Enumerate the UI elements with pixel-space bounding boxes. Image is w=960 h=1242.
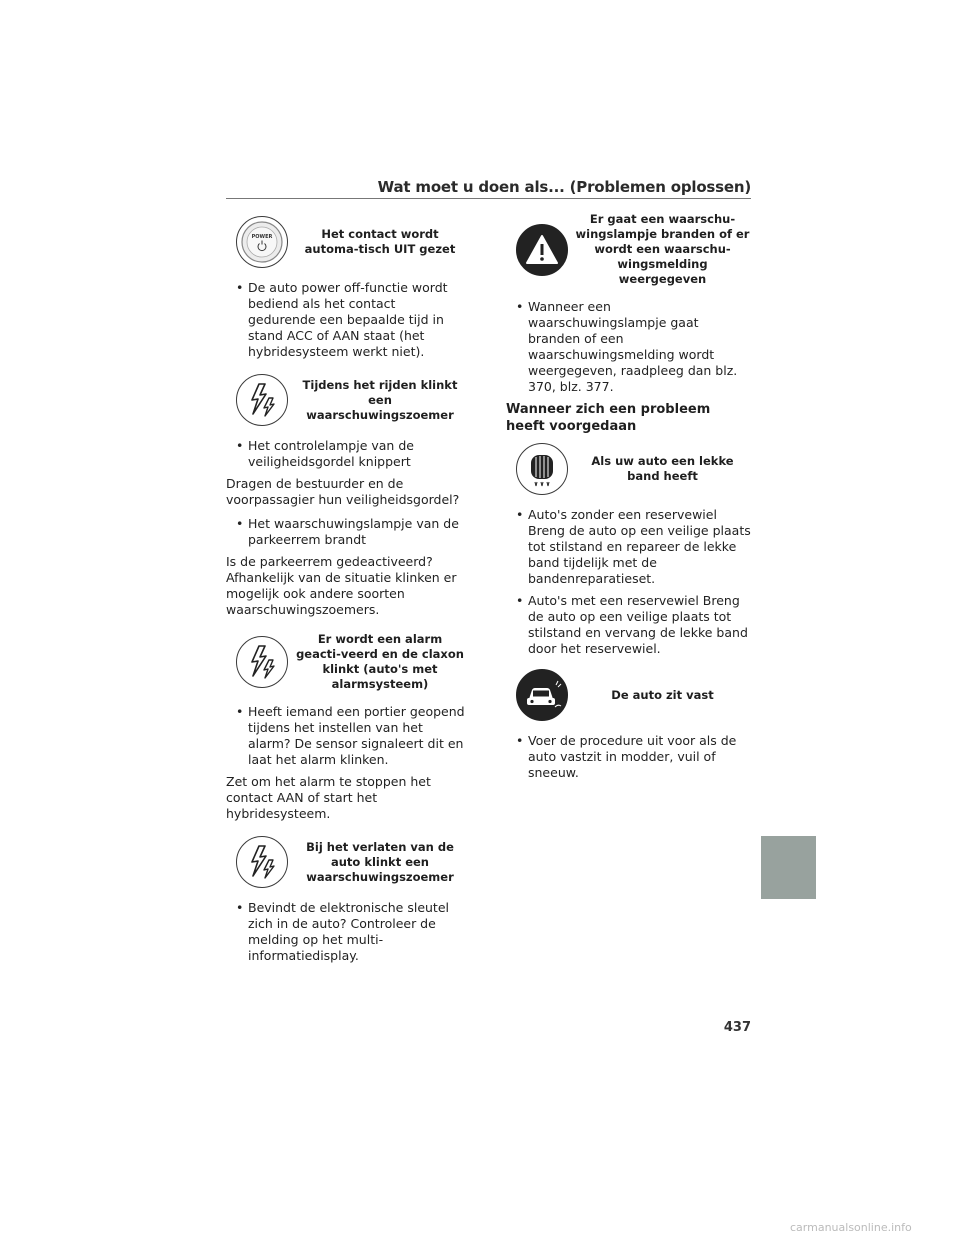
- section-driving-buzzer: [226, 374, 466, 426]
- header-divider: [226, 198, 751, 199]
- alarm-buzzer-icon: [236, 636, 288, 688]
- left-column: [226, 210, 466, 970]
- warning-triangle-icon: [516, 224, 568, 276]
- flat-tire-icon: [516, 443, 568, 495]
- section-title: Als uw auto een lekke band heeft: [591, 454, 734, 483]
- section-title: Er gaat een waarschu-wingslampje branden of er wordt een waarschu-wingsmelding weergegeven: [575, 212, 750, 286]
- section-auto-power-off: [226, 216, 466, 268]
- paragraph: Zet om het alarm te stoppen het contact AAN of start het hybridesysteem.: [226, 774, 431, 821]
- bullet-item: • Bevindt de elektronische sleutel zich in de auto? Controleer de melding op het multi-informatiedisplay.: [226, 900, 466, 964]
- warning-buzzer-icon: [236, 374, 288, 426]
- exit-buzzer-icon: [236, 836, 288, 888]
- bullet-item: • Auto's zonder een reservewiel Breng de auto op een veilige plaats tot stilstand en repareer de lekke band tijdelijk met de bandenreparatieset.: [506, 507, 751, 587]
- bullet-item: • Auto's met een reservewiel Breng de auto op een veilige plaats tot stilstand en vervang de lekke band door het reservewiel.: [506, 593, 751, 657]
- section-warning-light: [506, 212, 751, 287]
- section-alarm: [226, 632, 466, 692]
- section-title: Bij het verlaten van de auto klinkt een waarschuwingszoemer: [306, 839, 454, 884]
- power-label: POWER: [251, 234, 273, 240]
- bullet-item: • Het controlelampje van de veiligheidsgordel knippert: [226, 438, 466, 470]
- section-flat-tire: [506, 443, 751, 495]
- section-title: De auto zit vast: [611, 687, 714, 702]
- watermark: carmanualsonline.info: [790, 1221, 912, 1234]
- bullet-item: • Het waarschuwingslampje van de parkeerrem brandt: [226, 516, 466, 548]
- power-button-icon: [236, 216, 288, 268]
- section-title: Er wordt een alarm geacti-veerd en de claxon klinkt (auto's met alarmsysteem): [296, 632, 464, 691]
- bullet-item: • Wanneer een waarschuwingslampje gaat branden of een waarschuwingsmelding wordt weergegeven, raadpleeg dan blz. 370, blz. 377.: [506, 299, 751, 395]
- section-exit-buzzer: [226, 836, 466, 888]
- section-stuck-car: [506, 669, 751, 721]
- stuck-car-icon: [516, 669, 568, 721]
- chapter-side-tab: [761, 836, 816, 899]
- paragraph: Is de parkeerrem gedeactiveerd? Afhankelijk van de situatie klinken er mogelijk ook andere soorten waarschuwingszoemers.: [226, 554, 457, 617]
- subheading: Wanneer zich een probleem heeft voorgedaan: [506, 402, 711, 434]
- bullet-item: • De auto power off-functie wordt bediend als het contact gedurende een bepaalde tijd in stand ACC of AAN staat (het hybridesysteem werkt niet).: [226, 280, 466, 360]
- page-header: Wat moet u doen als... (Problemen oplossen): [377, 178, 751, 196]
- bullet-item: • Heeft iemand een portier geopend tijdens het instellen van het alarm? De sensor signaleert dit en laat het alarm klinken.: [226, 704, 466, 768]
- section-title: Het contact wordt automa-tisch UIT gezet: [304, 227, 456, 256]
- page-number: 437: [723, 1020, 751, 1035]
- paragraph: Dragen de bestuurder en de voorpassagier hun veiligheidsgordel?: [226, 476, 460, 507]
- bullet-item: • Voer de procedure uit voor als de auto vastzit in modder, vuil of sneeuw.: [506, 733, 751, 781]
- right-column: [506, 210, 751, 787]
- section-title: Tijdens het rijden klinkt een waarschuwingszoemer: [302, 377, 458, 422]
